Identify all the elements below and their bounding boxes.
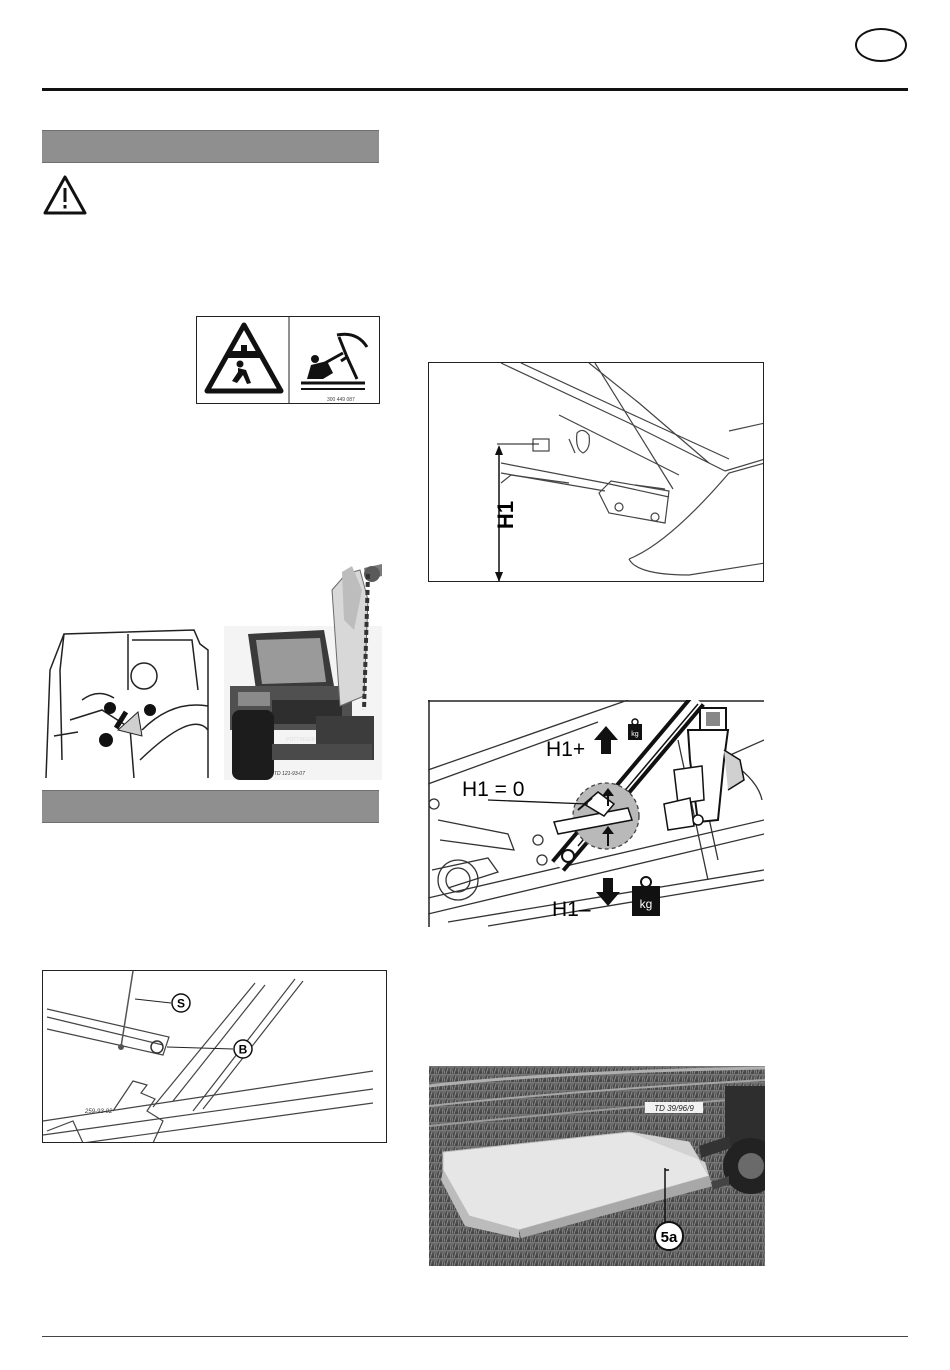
- header-rule: [42, 88, 908, 91]
- h1-minus-label: H1–: [552, 898, 591, 921]
- tractor-brand-text: POTTINGER: [286, 737, 316, 743]
- warning-label-figure: [196, 316, 380, 404]
- h1-zero-label: H1 = 0: [462, 778, 525, 801]
- callout-5a-label: 5a: [660, 1229, 678, 1246]
- footer-rule: [42, 1336, 908, 1337]
- tractor-figure: [42, 560, 382, 780]
- section-heading-bar-1: [42, 130, 379, 163]
- h1-height-figure: [428, 362, 764, 582]
- weight-small-label: kg: [631, 731, 639, 738]
- language-badge: [855, 28, 907, 62]
- section-heading-bar-2: [42, 790, 379, 823]
- callout-b-label: B: [238, 1042, 248, 1057]
- warning-triangle-icon: [42, 174, 88, 216]
- warning-label-code: 300 449 087: [327, 397, 355, 403]
- callout-s-label: S: [176, 996, 186, 1011]
- arm-bolt-figure: [42, 970, 387, 1143]
- callout-b: [234, 1040, 252, 1058]
- h1-adjust-figure: [428, 700, 764, 927]
- entanglement-hazard-icon: [301, 334, 367, 389]
- field-photo-code: TD 39/96/9: [654, 1104, 694, 1113]
- crush-hazard-icon: [207, 325, 281, 391]
- arm-bolt-figure-code: 259-93-02: [85, 1109, 113, 1115]
- callout-5a: [655, 1222, 683, 1250]
- h1-plus-label: H1+: [546, 738, 586, 761]
- callout-s: [172, 994, 190, 1012]
- h1-dimension-label: H1: [493, 500, 518, 530]
- weight-large-label: kg: [639, 897, 653, 911]
- tractor-figure-code: TD 121-93-07: [274, 771, 305, 777]
- field-photo-figure: [429, 1066, 765, 1266]
